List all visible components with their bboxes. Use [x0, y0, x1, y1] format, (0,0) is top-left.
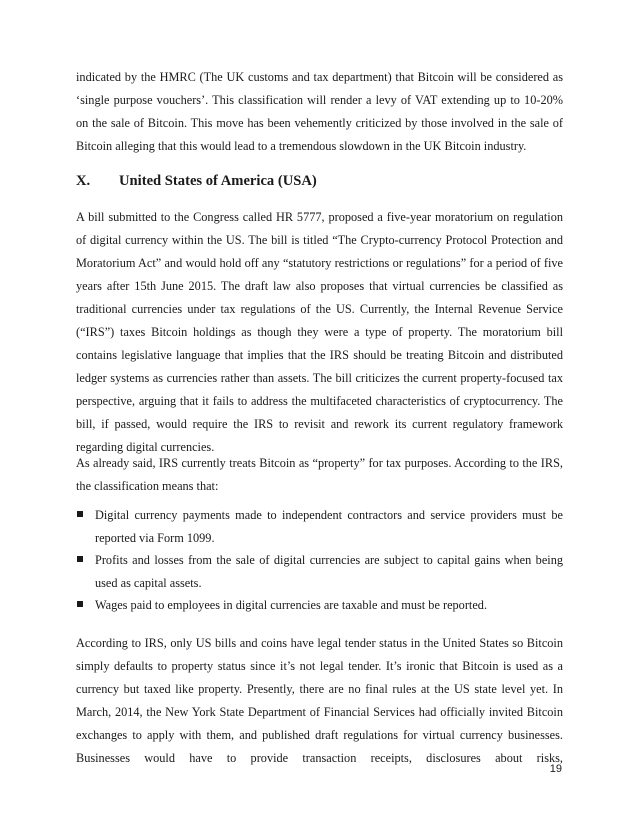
section-heading — [76, 170, 563, 192]
paragraph-legal-tender: According to IRS, only US bills and coins have legal tender status in the United States so Bitcoin simply defaults to property status since it’s not legal tender. It’s ironic that Bitcoin is used as a currency but taxed like property. Presently, there are no final rules at the US state level yet. In March, 2014, the New York State Department of Financial Services had officially invited Bitcoin exchanges to apply with them, and published draft regulations for virtual currency businesses. Businesses would have to provide transaction receipts, disclosures about risks, — [76, 636, 563, 765]
list-item-text: Wages paid to employees in digital currencies are taxable and must be reported. — [95, 598, 488, 612]
square-bullet-icon — [77, 601, 83, 607]
square-bullet-icon — [77, 556, 83, 562]
list-item-text: Digital currency payments made to independent contractors and service providers must be reported via Form 1099. — [95, 508, 563, 545]
list-item-text: Profits and losses from the sale of digital currencies are subject to capital gains when being used as capital assets. — [95, 553, 563, 590]
section-title: United States of America (USA) — [119, 173, 317, 189]
paragraph-hmrc-continued: indicated by the HMRC (The UK customs and tax department) that Bitcoin will be considered as ‘single purpose vouchers’. This classification will render a levy of VAT extending up to 10-20% on the sale of Bitcoin. This move has been vehemently criticized by those involved in the sale of Bitcoin alleging that this would lead to a tremendous slowdown in the UK Bitcoin industry. — [76, 70, 563, 153]
paragraph-irs-property: As already said, IRS currently treats Bitcoin as “property” for tax purposes. According to the IRS, the classification means that: — [76, 456, 563, 493]
list-item — [76, 504, 563, 549]
list-item — [76, 549, 563, 594]
list-item — [76, 594, 563, 617]
paragraph-hr5777: A bill submitted to the Congress called HR 5777, proposed a five-year moratorium on regulation of digital currency within the US. The bill is titled “The Crypto-currency Protocol Protection and Moratorium Act” and would hold off any “statutory restrictions or regulations” for a period of five years after 15th June 2015. The draft law also proposes that virtual currencies be classified as traditional currencies under tax regulations of the US. Currently, the Internal Revenue Service (“IRS”) taxes Bitcoin holdings as though they were a type of property. The moratorium bill contains legislative language that implies that the IRS should be treating Bitcoin and distributed ledger systems as currencies rather than assets. The bill criticizes the current property-focused tax perspective, arguing that it fails to address the multifaceted characteristics of cryptocurrency. The bill, if passed, would require the IRS to revisit and rework its current regulatory framework regarding digital currencies. — [76, 210, 563, 454]
irs-classification-list — [76, 504, 563, 617]
page-number: 19 — [549, 763, 562, 775]
square-bullet-icon — [77, 511, 83, 517]
section-number: X. — [76, 173, 91, 189]
